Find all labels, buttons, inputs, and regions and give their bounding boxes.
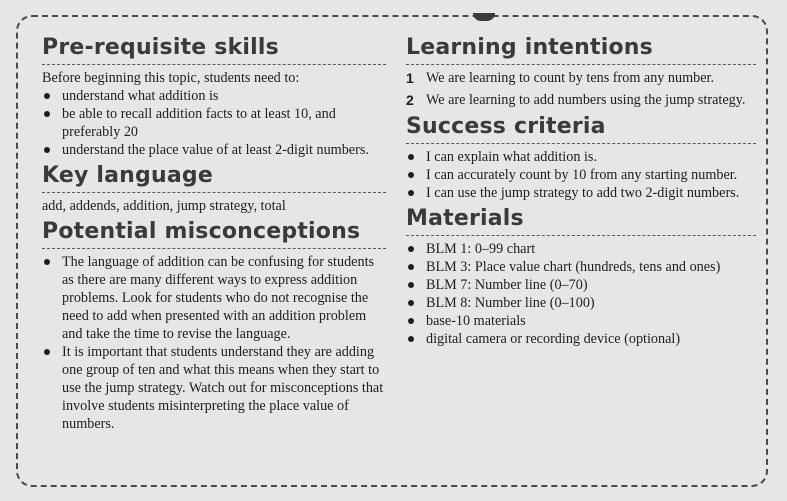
- list-item: I can use the jump strategy to add two 2-digit numbers.: [406, 184, 756, 202]
- key-language-section: [42, 162, 386, 215]
- misconceptions-list: [42, 253, 386, 433]
- success-criteria-section: [406, 113, 756, 202]
- list-item: It is important that students understand they are adding one group of ten and what this means when they start to use the jump strategy. Watch out for misconceptions that involve students misinterpreting the place value of numbers.: [42, 343, 386, 433]
- key-language-heading: Key language: [42, 162, 386, 193]
- list-item: [406, 69, 756, 87]
- item-text: We are learning to add numbers using the jump strategy.: [426, 92, 746, 108]
- list-item: BLM 8: Number line (0–100): [406, 294, 756, 312]
- list-item: digital camera or recording device (optional): [406, 330, 756, 348]
- success-criteria-heading: Success criteria: [406, 113, 756, 144]
- list-item: BLM 1: 0–99 chart: [406, 240, 756, 258]
- left-column: [42, 34, 386, 436]
- learning-intentions-section: [406, 34, 756, 109]
- list-item: understand the place value of at least 2-digit numbers.: [42, 141, 386, 159]
- list-item: understand what addition is: [42, 87, 386, 105]
- list-item: base-10 materials: [406, 312, 756, 330]
- prerequisite-section: [42, 34, 386, 159]
- success-criteria-list: [406, 148, 756, 202]
- learning-intentions-list: [406, 69, 756, 109]
- list-item: I can accurately count by 10 from any starting number.: [406, 166, 756, 184]
- list-item: be able to recall addition facts to at least 10, and preferably 20: [42, 105, 386, 141]
- item-number: 2: [406, 92, 414, 108]
- item-text: We are learning to count by tens from any number.: [426, 70, 715, 86]
- item-number: 1: [406, 70, 414, 86]
- materials-section: [406, 205, 756, 348]
- list-item: [406, 91, 756, 109]
- materials-list: [406, 240, 756, 348]
- list-item: The language of addition can be confusing for students as there are many different ways to express addition problems. Look for students who do not recognise the need to add when presented with an addition problem and take the time to revise the language.: [42, 253, 386, 343]
- key-language-text: add, addends, addition, jump strategy, total: [42, 198, 286, 214]
- planning-card: [16, 15, 768, 487]
- list-item: BLM 3: Place value chart (hundreds, tens and ones): [406, 258, 756, 276]
- prerequisite-list: [42, 87, 386, 159]
- misconceptions-section: [42, 218, 386, 433]
- prerequisite-heading: Pre-requisite skills: [42, 34, 386, 65]
- misconceptions-heading: Potential misconceptions: [42, 218, 386, 249]
- list-item: I can explain what addition is.: [406, 148, 756, 166]
- materials-heading: Materials: [406, 205, 756, 236]
- list-item: BLM 7: Number line (0–70): [406, 276, 756, 294]
- cropped-title-fragment: [473, 13, 495, 21]
- prerequisite-intro: Before beginning this topic, students need to:: [42, 70, 300, 86]
- right-column: [406, 34, 756, 351]
- learning-intentions-heading: Learning intentions: [406, 34, 756, 65]
